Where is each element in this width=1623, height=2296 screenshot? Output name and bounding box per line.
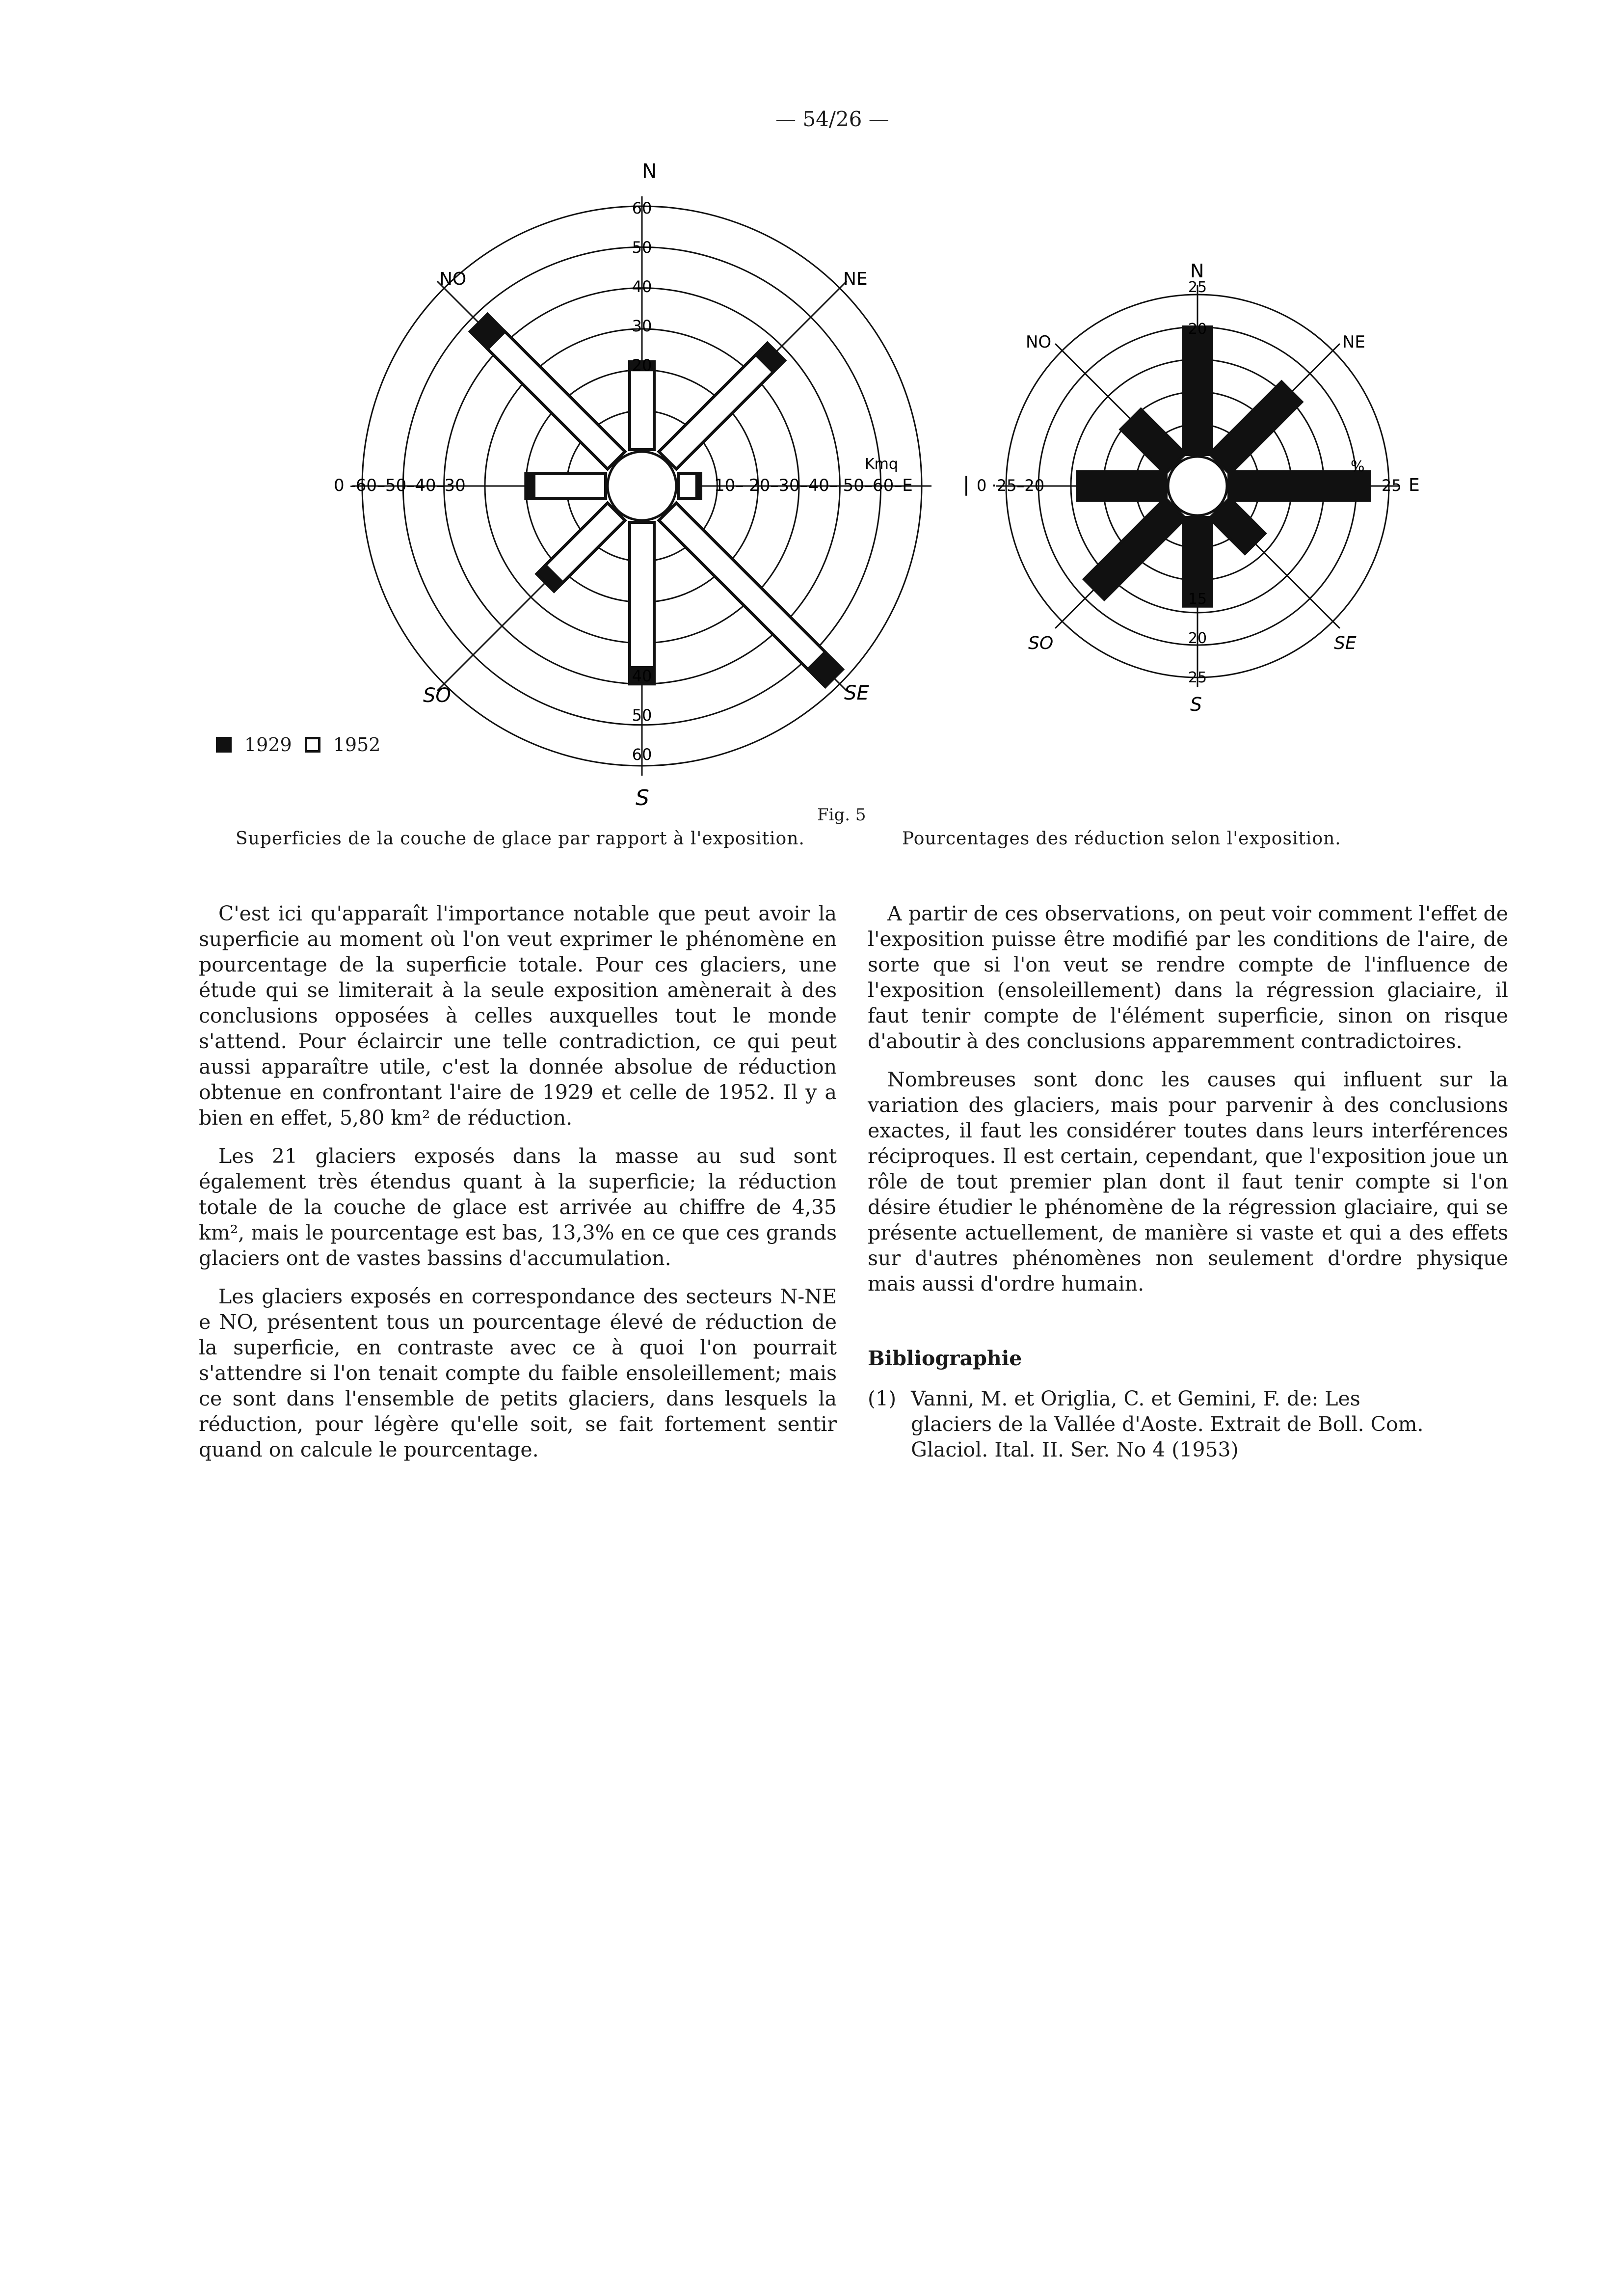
separator: |: [963, 473, 970, 496]
left-north-tick-label: 30: [632, 317, 652, 335]
left-se-label: SE: [844, 682, 869, 704]
bar-1952-O: [534, 474, 606, 498]
paragraph: Nombreuses sont donc les causes qui influent sur la variation des glaciers, mais pour parvenir à des conclusions exactes, il faut les considérer toutes dans leurs interférences réciproques. Il est certain, cependant, que l'exposition joue un rôle de tout premier plan dont il faut tenir compte si l'on désire étudier le phénomène de la régression glaciaire, qui se présente actuellement, de manière si vaste et qui a des effets sur d'autres phénomènes non seulement d'ordre physique mais aussi d'ordre humain.: [868, 1068, 1508, 1296]
bar-1952-S: [630, 522, 654, 668]
caption-right: Pourcentages des réduction selon l'exposition.: [902, 829, 1341, 849]
left-column: [199, 901, 837, 1475]
left-south-tick-label: 50: [632, 706, 652, 725]
figure-label: Fig. 5: [817, 805, 866, 825]
right-ne-label: NE: [1342, 332, 1365, 352]
bar-1952-SE: [659, 503, 825, 670]
bibliography-line: Glaciol. Ital. II. Ser. No 4 (1953): [911, 1438, 1239, 1461]
left-north-tick-label: 60: [632, 199, 652, 217]
right-south-tick-label: 15: [1188, 591, 1207, 608]
right-east-label: E: [1409, 475, 1420, 495]
left-west-scale: 0 -60–50–40–30: [334, 476, 466, 495]
legend-1929-label: 1929: [244, 734, 292, 756]
left-north-tick-label: 40: [632, 277, 652, 296]
paragraph: A partir de ces observations, on peut voir comment l'effet de l'exposition puisse être modifié par les conditions de l'aire, de sorte que si l'on veut se rendre compte de l'influence de l'exposition (ensoleillement) dans la régression glaciaire, il faut tenir compte de l'élément superficie, sinon on risque d'aboutir à des conclusions apparemment contradictoires.: [868, 902, 1508, 1053]
caption-left: Superficies de la couche de glace par rapport à l'exposition.: [236, 829, 805, 849]
bar-value-NO: [1121, 409, 1186, 474]
paragraph: C'est ici qu'apparaît l'importance notable que peut avoir la superficie au moment où l'on veut exprimer le phénomène en pourcentage de la superficie totale. Pour ces glaciers, une étude qui se limiterait à la seule exposition amènerait à des conclusions opposées à celles auxquelles tout le monde s'attend. Pour éclaircir une telle contradiction, ce qui peut aussi apparaître utile, c'est la donnée absolue de réduction obtenue en confrontant l'aire de 1929 et celle de 1952. Il y a bien en effet, 5,80 km² de réduction.: [199, 902, 837, 1130]
legend-1952-swatch: [305, 737, 320, 753]
figure-legend: [216, 734, 380, 756]
bibliography-number: (1): [868, 1387, 897, 1410]
right-south-tick-label: 20: [1188, 630, 1207, 647]
left-south-tick-label: 40: [632, 667, 652, 685]
bar-1952-N: [630, 370, 654, 450]
left-north-label: N: [642, 160, 657, 183]
left-nw-label: NO: [439, 269, 467, 289]
left-north-tick-label: 20: [632, 356, 652, 375]
legend-1929-swatch: [216, 737, 232, 753]
bibliography-line: glaciers de la Vallée d'Aoste. Extrait de Boll. Com.: [911, 1412, 1424, 1436]
right-west-scale: 0 ·25–20: [977, 476, 1045, 495]
bar-1952-SO: [545, 503, 625, 583]
bar-value-E: [1229, 472, 1369, 500]
right-radial-diagram: [996, 285, 1399, 687]
bibliography-line: Vanni, M. et Origlia, C. et Gemini, F. de: Les: [911, 1387, 1360, 1410]
left-sw-label: SO: [423, 684, 451, 707]
bibliography-entry: [868, 1386, 1508, 1462]
right-north-label: N: [1190, 260, 1204, 282]
bibliography-text: [911, 1386, 1423, 1462]
right-se-label: SE: [1334, 633, 1357, 653]
left-north-tick-label: 50: [632, 238, 652, 257]
left-ne-label: NE: [843, 269, 868, 289]
right-column: [868, 901, 1508, 1462]
center-hub: [608, 452, 676, 520]
right-east-scale: 25: [1382, 476, 1402, 495]
left-south-tick-label: 60: [632, 745, 652, 764]
bar-value-SO: [1084, 498, 1185, 599]
left-unit-label: Kmq: [865, 456, 898, 473]
right-south-tick-label: 25: [1188, 669, 1207, 686]
right-north-tick-label: 25: [1188, 279, 1207, 296]
right-south-label: S: [1190, 694, 1202, 715]
right-unit-label: %: [1351, 458, 1365, 475]
bar-1952-NO: [487, 331, 625, 469]
right-sw-label: SO: [1028, 633, 1054, 653]
bar-value-N: [1183, 327, 1212, 455]
bar-1952-NE: [659, 355, 773, 469]
bibliography-heading: Bibliographie: [868, 1347, 1022, 1370]
right-nw-label: NO: [1026, 332, 1052, 352]
left-east-scale: 10– 20–30–40– 50–60–E: [714, 476, 913, 495]
page-number: — 54/26 —: [775, 107, 889, 131]
paragraph: Les 21 glaciers exposés dans la masse au sud sont également très étendus quant à la superficie; la réduction totale de la couche de glace est arrivée au chiffre de 4,35 km², mais le pourcentage est bas, 13,3% en ce que ces grands glaciers ont de vastes bassins d'accumulation.: [199, 1144, 837, 1270]
legend-1952-label: 1952: [333, 734, 381, 756]
right-north-tick-label: 20: [1188, 321, 1207, 338]
center-hub: [1168, 457, 1227, 515]
bar-value-O: [1077, 472, 1166, 500]
left-south-label: S: [636, 785, 649, 810]
bar-1952-E: [678, 474, 697, 498]
paragraph: Les glaciers exposés en correspondance des secteurs N-NE e NO, présentent tous un pourcentage élevé de réduction de la superficie, en contraste avec ce à quoi l'on pourrait s'attendre si l'on tenait compte du faible ensoleillement; mais ce sont dans l'ensemble de petits glaciers, dans lesquels la réduction, pour légère qu'elle soit, se fait fortement sentir quand on calcule le pourcentage.: [199, 1285, 837, 1461]
